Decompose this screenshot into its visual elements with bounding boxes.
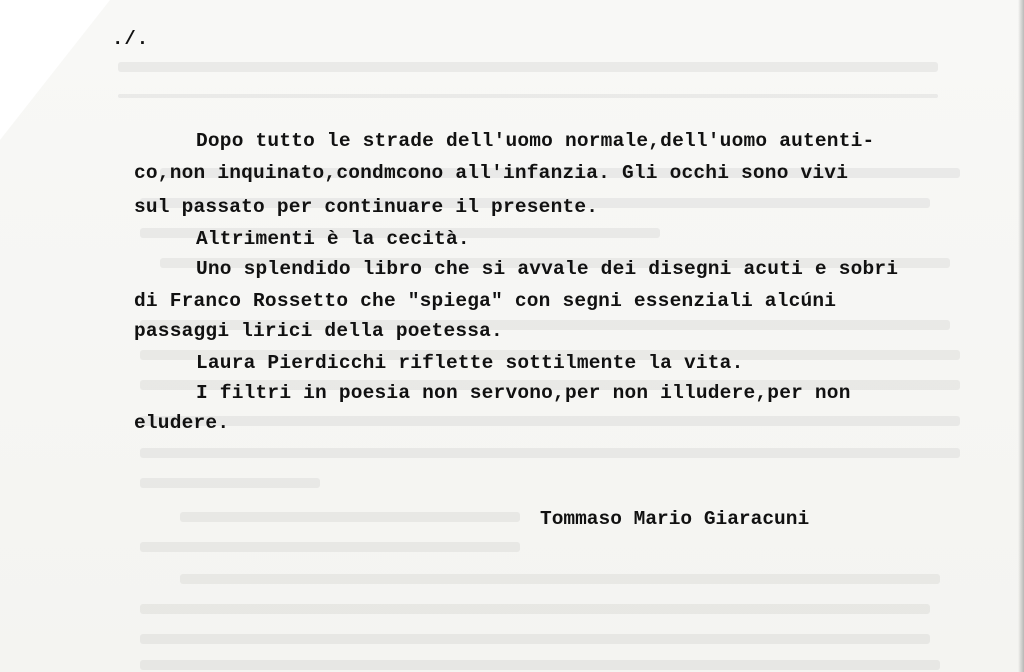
body-line: co,non inquinato,condmcono all'infanzia. Gli occhi sono vivi	[134, 162, 849, 184]
body-line: Altrimenti è la cecità.	[196, 228, 470, 250]
author-signature: Tommaso Mario Giaracuni	[540, 508, 810, 530]
body-line: Uno splendido libro che si avvale dei disegni acuti e sobri	[196, 258, 899, 280]
torn-corner	[0, 0, 110, 140]
page-edge-shadow	[1018, 0, 1024, 672]
page-continuation-mark: ./.	[112, 28, 150, 50]
body-line: I filtri in poesia non servono,per non illudere,per non	[196, 382, 851, 404]
body-line: di Franco Rossetto che "spiega" con segni essenziali alcúni	[134, 290, 837, 312]
body-line: Laura Pierdicchi riflette sottilmente la vita.	[196, 352, 744, 374]
body-line: sul passato per continuare il presente.	[134, 196, 599, 218]
body-line: Dopo tutto le strade dell'uomo normale,dell'uomo autenti-	[196, 130, 875, 152]
body-line: passaggi lirici della poetessa.	[134, 320, 503, 342]
body-line: eludere.	[134, 412, 230, 434]
